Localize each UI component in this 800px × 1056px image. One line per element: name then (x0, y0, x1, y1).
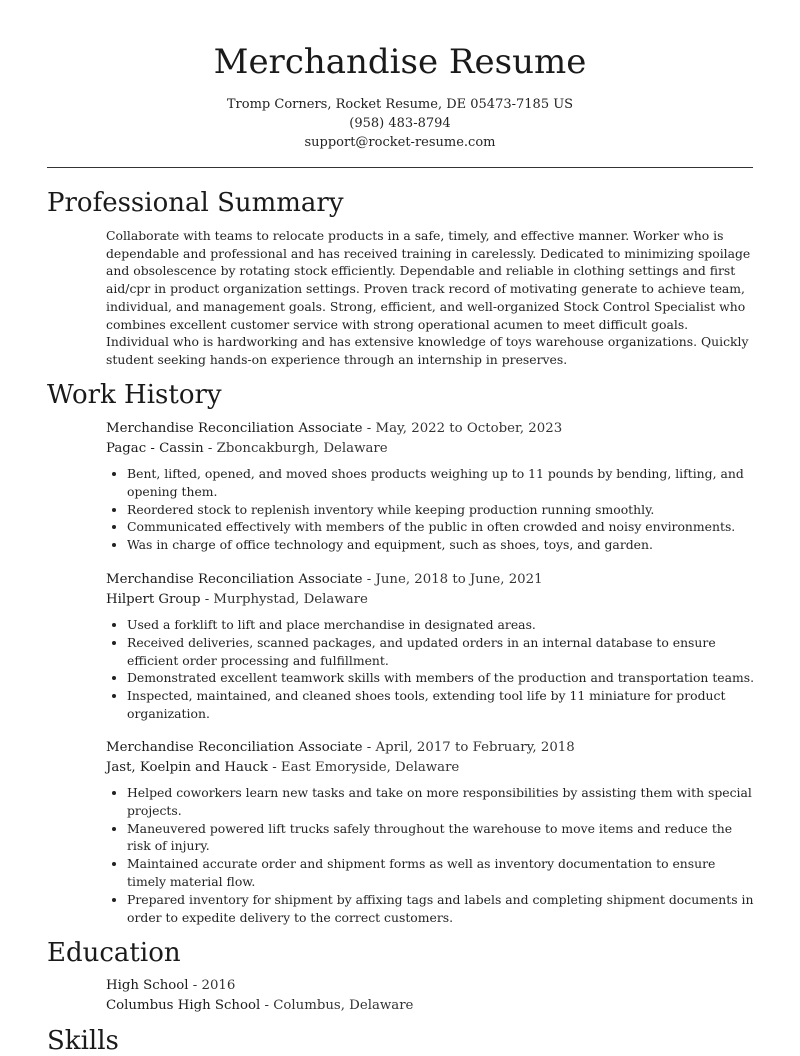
separator: - (362, 740, 376, 755)
education-school-line (106, 996, 756, 1016)
job-company-line (106, 439, 756, 459)
job-company-line (106, 758, 756, 778)
job-bullet: • Inspected, maintained, and cleaned shoes tools, extending tool life by 11 miniature for product organization. (127, 687, 756, 723)
summary-text: Collaborate with teams to relocate products in a safe, timely, and effective manner. Worker who is dependable and professional and has received training in carelessly. Dedicated to minimizing spoilage and obsolescence by rotating stock efficiently. Dependable and reliable in clothing settings and first aid/cpr in product organization settings. Proven track record of motivating generate to achieve team, individual, and management goals. Strong, efficient, and well-organized Stock Control Specialist who combines excellent customer service with strong operational acumen to meet difficult goals. Individual who is hardworking and has extensive knowledge of toys warehouse organizations. Quickly student seeking hands-on experience through an internship in preserves. (106, 228, 751, 367)
job-bullet: • Bent, lifted, opened, and moved shoes products weighing up to 11 pounds by bending, lifting, and opening them. (127, 465, 756, 501)
job-location: East Emoryside, Delaware (280, 760, 460, 775)
separator: - (260, 998, 274, 1013)
job-title: Merchandise Reconciliation Associate (106, 740, 363, 755)
contact-phone: (958) 483-8794 (349, 116, 451, 131)
job-title: Merchandise Reconciliation Associate (106, 572, 363, 587)
job-company-line (106, 590, 756, 610)
job-entry (106, 570, 756, 723)
section-title-summary: Professional Summary (47, 188, 344, 218)
separator: - (200, 592, 214, 607)
job-dates: April, 2017 to February, 2018 (375, 740, 575, 755)
section-title-skills: Skills (47, 1026, 119, 1056)
job-location: Murphystad, Delaware (213, 592, 368, 607)
job-title-line (106, 419, 756, 439)
job-bullets (106, 465, 756, 554)
job-dates: June, 2018 to June, 2021 (375, 572, 543, 587)
education-location: Columbus, Delaware (273, 998, 414, 1013)
job-bullet: • Used a forklift to lift and place merchandise in designated areas. (127, 616, 756, 634)
header-divider (47, 167, 753, 168)
job-bullet: • Communicated effectively with members of the public in often crowded and noisy environments. (127, 518, 756, 536)
job-bullets (106, 784, 756, 926)
job-bullet: • Maneuvered powered lift trucks safely throughout the warehouse to move items and reduce the risk of injury. (127, 820, 756, 856)
job-title-line (106, 570, 756, 590)
job-company: Pagac - Cassin (106, 441, 204, 456)
resume-title: Merchandise Resume (213, 42, 587, 82)
job-title-line (106, 738, 756, 758)
job-bullet: • Maintained accurate order and shipment forms as well as inventory documentation to ensure timely material flow. (127, 855, 756, 891)
separator: - (267, 760, 281, 775)
job-location: Zboncakburgh, Delaware (216, 441, 388, 456)
job-bullet: • Demonstrated excellent teamwork skills with members of the production and transportation teams. (127, 669, 756, 687)
job-company: Hilpert Group (106, 592, 201, 607)
job-bullet: • Reordered stock to replenish inventory while keeping production running smoothly. (127, 501, 756, 519)
section-title-work-history: Work History (47, 380, 222, 410)
job-bullet: • Received deliveries, scanned packages, and updated orders in an internal database to ensure efficient order processing and fulfillment. (127, 634, 756, 670)
job-dates: May, 2022 to October, 2023 (375, 421, 563, 436)
job-entry (106, 419, 756, 554)
job-bullet: • Prepared inventory for shipment by affixing tags and labels and completing shipment documents in order to expedite delivery to the correct customers. (127, 891, 756, 927)
job-bullet: • Helped coworkers learn new tasks and take on more responsibilities by assisting them with special projects. (127, 784, 756, 820)
job-title: Merchandise Reconciliation Associate (106, 421, 363, 436)
education-degree-line (106, 976, 756, 996)
resume-header (0, 0, 800, 152)
contact-address: Tromp Corners, Rocket Resume, DE 05473-7185 US (226, 97, 574, 112)
job-company: Jast, Koelpin and Hauck (106, 760, 268, 775)
separator: - (203, 441, 217, 456)
separator: - (188, 978, 202, 993)
job-entry (106, 738, 756, 926)
education-entry (106, 976, 756, 1016)
education-degree: High School (106, 978, 189, 993)
separator: - (362, 421, 376, 436)
job-bullets (106, 616, 756, 723)
contact-email[interactable]: support@rocket-resume.com (304, 135, 496, 150)
education-school: Columbus High School (106, 998, 261, 1013)
job-bullet: • Was in charge of office technology and equipment, such as shoes, toys, and garden. (127, 536, 756, 554)
section-title-education: Education (47, 938, 181, 968)
separator: - (362, 572, 376, 587)
contact-block (0, 95, 800, 152)
education-year: 2016 (201, 978, 236, 993)
